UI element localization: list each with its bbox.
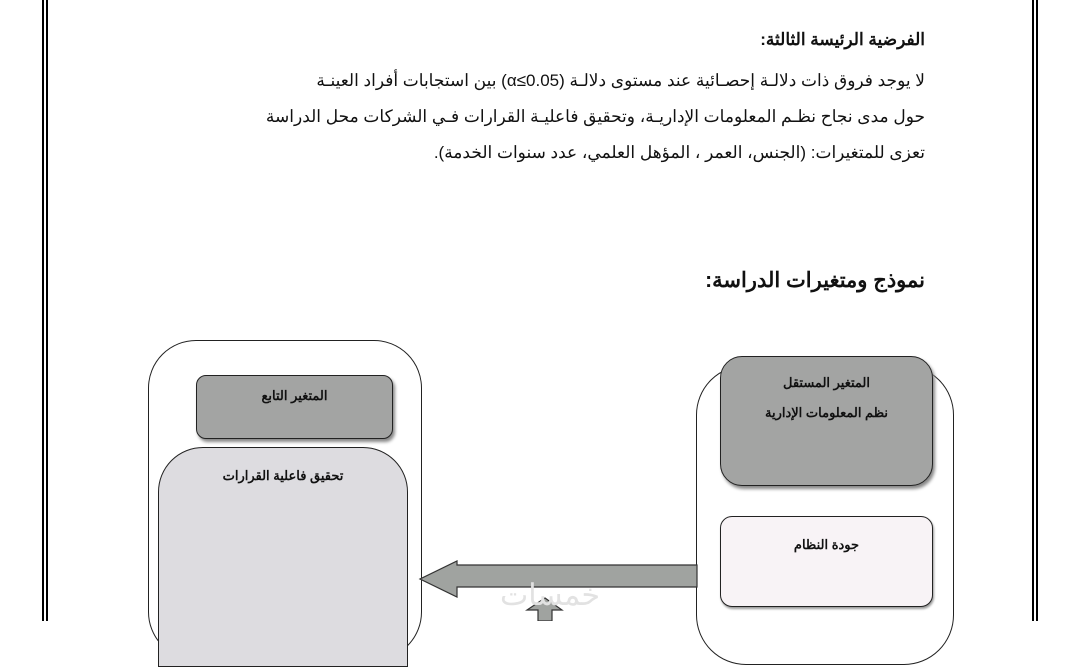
- model-title: نموذج ومتغيرات الدراسة:: [705, 269, 925, 292]
- hypothesis-line: تعزى للمتغيرات: (الجنس، العمر ، المؤهل العلمي، عدد سنوات الخدمة).: [433, 143, 925, 162]
- decision-effectiveness-label: تحقيق فاعلية القرارات: [222, 468, 344, 483]
- system-quality-label: جودة النظام: [793, 537, 860, 552]
- mis-label: نظم المعلومات الإدارية: [765, 405, 888, 420]
- hypothesis-line: لا يوجد فروق ذات دلالـة إحصـائية عند مستوى دلالـة (α≤0.05) بين استجابات أفراد العينـة: [316, 71, 925, 90]
- hypothesis-title: الفرضية الرئيسة الثالثة:: [760, 30, 925, 49]
- hypothesis-line: حول مدى نجاح نظـم المعلومات الإداريـة، وتحقيق فاعليـة القرارات فـي الشركات محل الدراسة: [265, 107, 925, 126]
- dependent-header-label: المتغير التابع: [261, 388, 328, 403]
- independent-header-label: المتغير المستقل: [782, 375, 871, 390]
- watermark: خمسات: [500, 579, 601, 612]
